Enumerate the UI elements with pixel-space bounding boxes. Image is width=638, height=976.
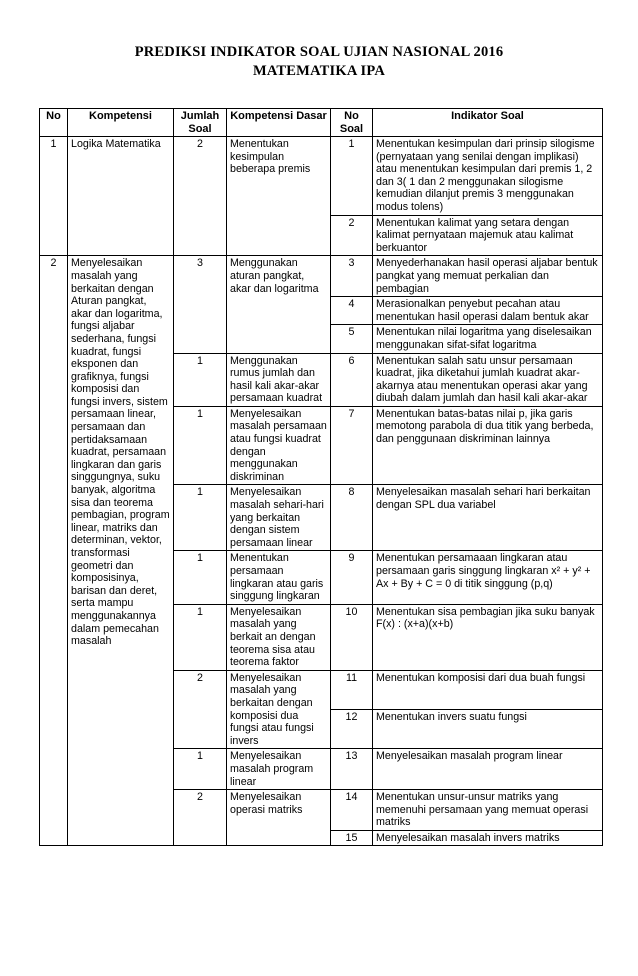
indikator-soal-cell: Menentukan kalimat yang setara dengan kalimat pernyataan majemuk atau kalimat berkuantor [373, 215, 603, 256]
group-no: 1 [40, 137, 68, 256]
no-soal-cell: 9 [331, 551, 373, 604]
document-subtitle: MATEMATIKA IPA [252, 63, 386, 79]
kompetensi-cell: Logika Matematika [68, 137, 174, 256]
kompetensi-dasar-cell: Menggunakan rumus jumlah dan hasil kali akar-akar persamaan kuadrat [227, 353, 331, 406]
table-body [40, 137, 603, 846]
kompetensi-dasar-cell: Menentukan persamaan lingkaran atau garis singgung lingkaran [227, 551, 331, 604]
indikator-soal-cell: Menentukan batas-batas nilai p, jika garis memotong parabola di dua titik yang berbeda, dan penggunaan diskriminan lainnya [373, 406, 603, 485]
document-title: PREDIKSI INDIKATOR SOAL UJIAN NASIONAL 2016 [134, 44, 504, 60]
jumlah-soal-cell: 2 [174, 137, 227, 256]
jumlah-soal-cell: 1 [174, 353, 227, 406]
kompetensi-dasar-cell: Menyelesaikan operasi matriks [227, 790, 331, 846]
jumlah-soal-cell: 2 [174, 790, 227, 846]
kompetensi-dasar-cell: Menyelesaikan masalah yang berkait an dengan teorema sisa atau teorema faktor [227, 604, 331, 670]
indikator-soal-cell: Menentukan nilai logaritma yang diselesaikan menggunakan sifat-sifat logaritma [373, 325, 603, 353]
no-soal-cell: 6 [331, 353, 373, 406]
jumlah-soal-cell: 2 [174, 670, 227, 749]
no-soal-cell: 1 [331, 137, 373, 216]
no-soal-cell: 4 [331, 297, 373, 325]
jumlah-soal-cell: 1 [174, 406, 227, 485]
kompetensi-dasar-cell: Menyelesaikan masalah sehari-hari yang berkaitan dengan sistem persamaan linear [227, 485, 331, 551]
indikator-soal-cell: Merasionalkan penyebut pecahan atau menentukan hasil operasi dalam bentuk akar [373, 297, 603, 325]
kompetensi-dasar-cell: Menyelesaikan masalah persamaan atau fungsi kuadrat dengan menggunakan diskriminan [227, 406, 331, 485]
header-jumlah-soal: Jumlah Soal [174, 109, 227, 137]
indikator-soal-cell: Menyelesaikan masalah program linear [373, 749, 603, 790]
no-soal-cell: 11 [331, 670, 373, 709]
table-row [40, 137, 603, 216]
indikator-soal-cell: Menentukan sisa pembagian jika suku banyak F(x) : (x+a)(x+b) [373, 604, 603, 670]
jumlah-soal-cell: 1 [174, 604, 227, 670]
indikator-soal-cell: Menyelesaikan masalah sehari hari berkaitan dengan SPL dua variabel [373, 485, 603, 551]
jumlah-soal-cell: 1 [174, 551, 227, 604]
no-soal-cell: 13 [331, 749, 373, 790]
kompetensi-dasar-cell: Menyelesaikan masalah yang berkaitan dengan komposisi dua fungsi atau fungsi invers [227, 670, 331, 749]
no-soal-cell: 12 [331, 710, 373, 749]
kompetensi-dasar-cell: Menggunakan aturan pangkat, akar dan logaritma [227, 256, 331, 353]
kompetensi-dasar-cell: Menyelesaikan masalah program linear [227, 749, 331, 790]
indikator-soal-cell: Menentukan komposisi dari dua buah fungsi [373, 670, 603, 709]
group-no: 2 [40, 256, 68, 846]
no-soal-cell: 7 [331, 406, 373, 485]
jumlah-soal-cell: 1 [174, 749, 227, 790]
indikator-soal-cell: Menentukan salah satu unsur persamaan kuadrat, jika diketahui jumlah kuadrat akar-akarnya atau menentukan operasi akar yang diubah dalam jumlah dan hasil kali akar-akar [373, 353, 603, 406]
table-row [40, 256, 603, 297]
indikator-soal-cell: Menentukan persamaaan lingkaran atau persamaan garis singgung lingkaran x² + y² + Ax + By + C = 0 di titik singgung (p,q) [373, 551, 603, 604]
indikator-soal-cell: Menentukan invers suatu fungsi [373, 710, 603, 749]
header-kompetensi: Kompetensi [68, 109, 174, 137]
no-soal-cell: 3 [331, 256, 373, 297]
jumlah-soal-cell: 3 [174, 256, 227, 353]
jumlah-soal-cell: 1 [174, 485, 227, 551]
kompetensi-cell: Menyelesaikan masalah yang berkaitan dengan Aturan pangkat, akar dan logaritma, fungsi aljabar sederhana, fungsi kuadrat, fungsi eksponen dan grafiknya, fungsi komposisi dan fungsi invers, sistem persamaan linear, persamaan dan pertidaksamaan kuadrat, persamaan lingkaran dan garis singgungnya, suku banyak, algoritma sisa dan teorema pembagian, program linear, matriks dan determinan, vektor, transformasi geometri dan komposisinya, barisan dan deret, serta mampu menggunakannya dalam pemecahan masalah [68, 256, 174, 846]
no-soal-cell: 2 [331, 215, 373, 256]
no-soal-cell: 15 [331, 830, 373, 846]
indikator-soal-cell: Menentukan unsur-unsur matriks yang memenuhi persamaan yang memuat operasi matriks [373, 790, 603, 831]
indikator-soal-cell: Menentukan kesimpulan dari prinsip silogisme (pernyataan yang senilai dengan implikasi) atau menentukan kesimpulan dari premis 1, 2 dan 3( 1 dan 2 menggunakan silogisme kemudian dilanjut premis 3 menggunakan modus tolens) [373, 137, 603, 216]
table-header-row [40, 109, 603, 137]
no-soal-cell: 5 [331, 325, 373, 353]
indikator-soal-cell: Menyelesaikan masalah invers matriks [373, 830, 603, 846]
no-soal-cell: 8 [331, 485, 373, 551]
header-no-soal: No Soal [331, 109, 373, 137]
no-soal-cell: 14 [331, 790, 373, 831]
indikator-soal-cell: Menyederhanakan hasil operasi aljabar bentuk pangkat yang memuat perkalian dan pembagian [373, 256, 603, 297]
header-kompetensi-dasar: Kompetensi Dasar [227, 109, 331, 137]
no-soal-cell: 10 [331, 604, 373, 670]
kompetensi-dasar-cell: Menentukan kesimpulan beberapa premis [227, 137, 331, 256]
indicator-table [39, 108, 603, 846]
header-no: No [40, 109, 68, 137]
header-indikator-soal: Indikator Soal [373, 109, 603, 137]
